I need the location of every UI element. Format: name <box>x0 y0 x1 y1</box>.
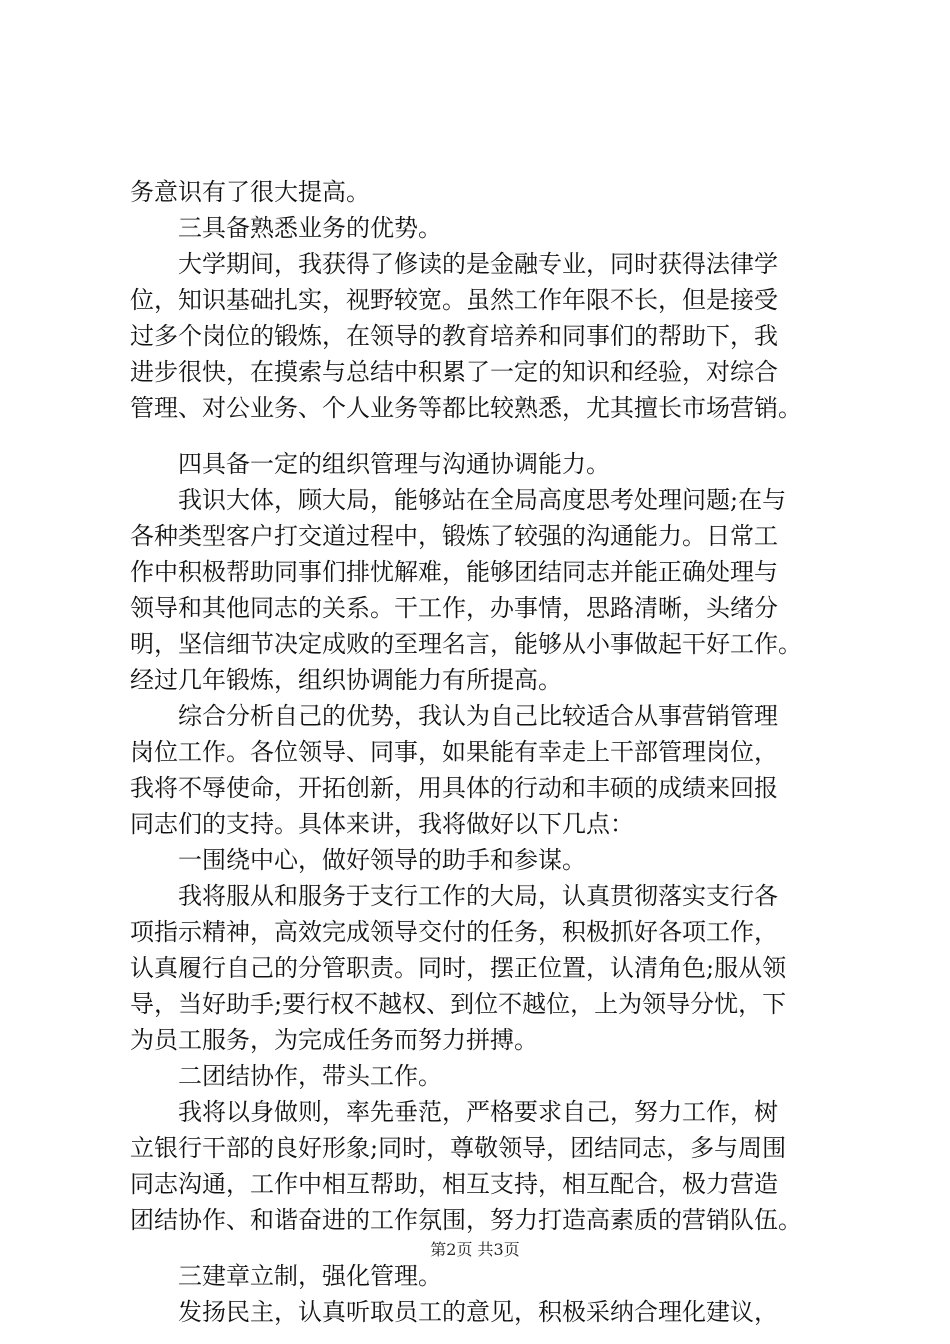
section-heading: 二团结协作，带头工作。 <box>178 1062 442 1090</box>
text-line: 过多个岗位的锻炼，在领导的教育培养和同事们的帮助下，我 <box>130 322 778 350</box>
text-line: 岗位工作。各位领导、同事，如果能有幸走上干部管理岗位， <box>130 738 778 766</box>
text-line: 作中积极帮助同事们排忧解难，能够团结同志并能正确处理与 <box>130 558 778 586</box>
text-line: 务意识有了很大提高。 <box>130 178 370 206</box>
text-line: 领导和其他同志的关系。干工作，办事情，思路清晰，头绪分 <box>130 594 778 622</box>
text-line: 大学期间，我获得了修读的是金融专业，同时获得法律学 <box>178 250 778 278</box>
section-heading: 四具备一定的组织管理与沟通协调能力。 <box>178 450 610 478</box>
page-footer <box>0 1240 950 1260</box>
text-line: 认真履行自己的分管职责。同时，摆正位置，认清角色;服从领 <box>130 954 787 982</box>
text-line: 项指示精神，高效完成领导交付的任务，积极抓好各项工作， <box>130 918 778 946</box>
text-line: 同志沟通，工作中相互帮助，相互支持，相互配合，极力营造 <box>130 1170 778 1198</box>
text-line: 为员工服务，为完成任务而努力拼搏。 <box>130 1026 538 1054</box>
text-line: 各种类型客户打交道过程中，锻炼了较强的沟通能力。日常工 <box>130 522 778 550</box>
text-line: 明，坚信细节决定成败的至理名言，能够从小事做起干好工作。 <box>130 630 802 658</box>
document-body <box>130 174 830 1330</box>
section-heading: 三具备熟悉业务的优势。 <box>178 214 442 242</box>
text-line: 同志们的支持。具体来讲，我将做好以下几点： <box>130 810 634 838</box>
text-line: 我将服从和服务于支行工作的大局，认真贯彻落实支行各 <box>178 882 778 910</box>
text-line: 我将以身做则，率先垂范，严格要求自己，努力工作，树 <box>178 1098 778 1126</box>
text-line: 经过几年锻炼，组织协调能力有所提高。 <box>130 666 562 694</box>
text-line: 导，当好助手;要行权不越权、到位不越位，上为领导分忧，下 <box>130 990 787 1018</box>
paragraph-gap <box>130 426 830 446</box>
section-heading: 三建章立制，强化管理。 <box>178 1262 442 1290</box>
text-line: 我识大体，顾大局，能够站在全局高度思考处理问题;在与 <box>178 486 787 514</box>
text-line: 进步很快，在摸索与总结中积累了一定的知识和经验，对综合 <box>130 358 778 386</box>
section-heading: 一围绕中心，做好领导的助手和参谋。 <box>178 846 586 874</box>
text-line: 发扬民主，认真听取员工的意见，积极采纳合理化建议， <box>178 1298 778 1326</box>
text-line: 立银行干部的良好形象;同时，尊敬领导，团结同志，多与周围 <box>130 1134 787 1162</box>
text-line: 我将不辱使命，开拓创新，用具体的行动和丰硕的成绩来回报 <box>130 774 778 802</box>
text-line: 管理、对公业务、个人业务等都比较熟悉，尤其擅长市场营销。 <box>130 394 802 422</box>
text-line: 位，知识基础扎实，视野较宽。虽然工作年限不长，但是接受 <box>130 286 778 314</box>
page-number-label: 第2页 共3页 <box>430 1240 520 1259</box>
text-line: 团结协作、和谐奋进的工作氛围，努力打造高素质的营销队伍。 <box>130 1206 802 1234</box>
text-line: 综合分析自己的优势，我认为自己比较适合从事营销管理 <box>178 702 778 730</box>
